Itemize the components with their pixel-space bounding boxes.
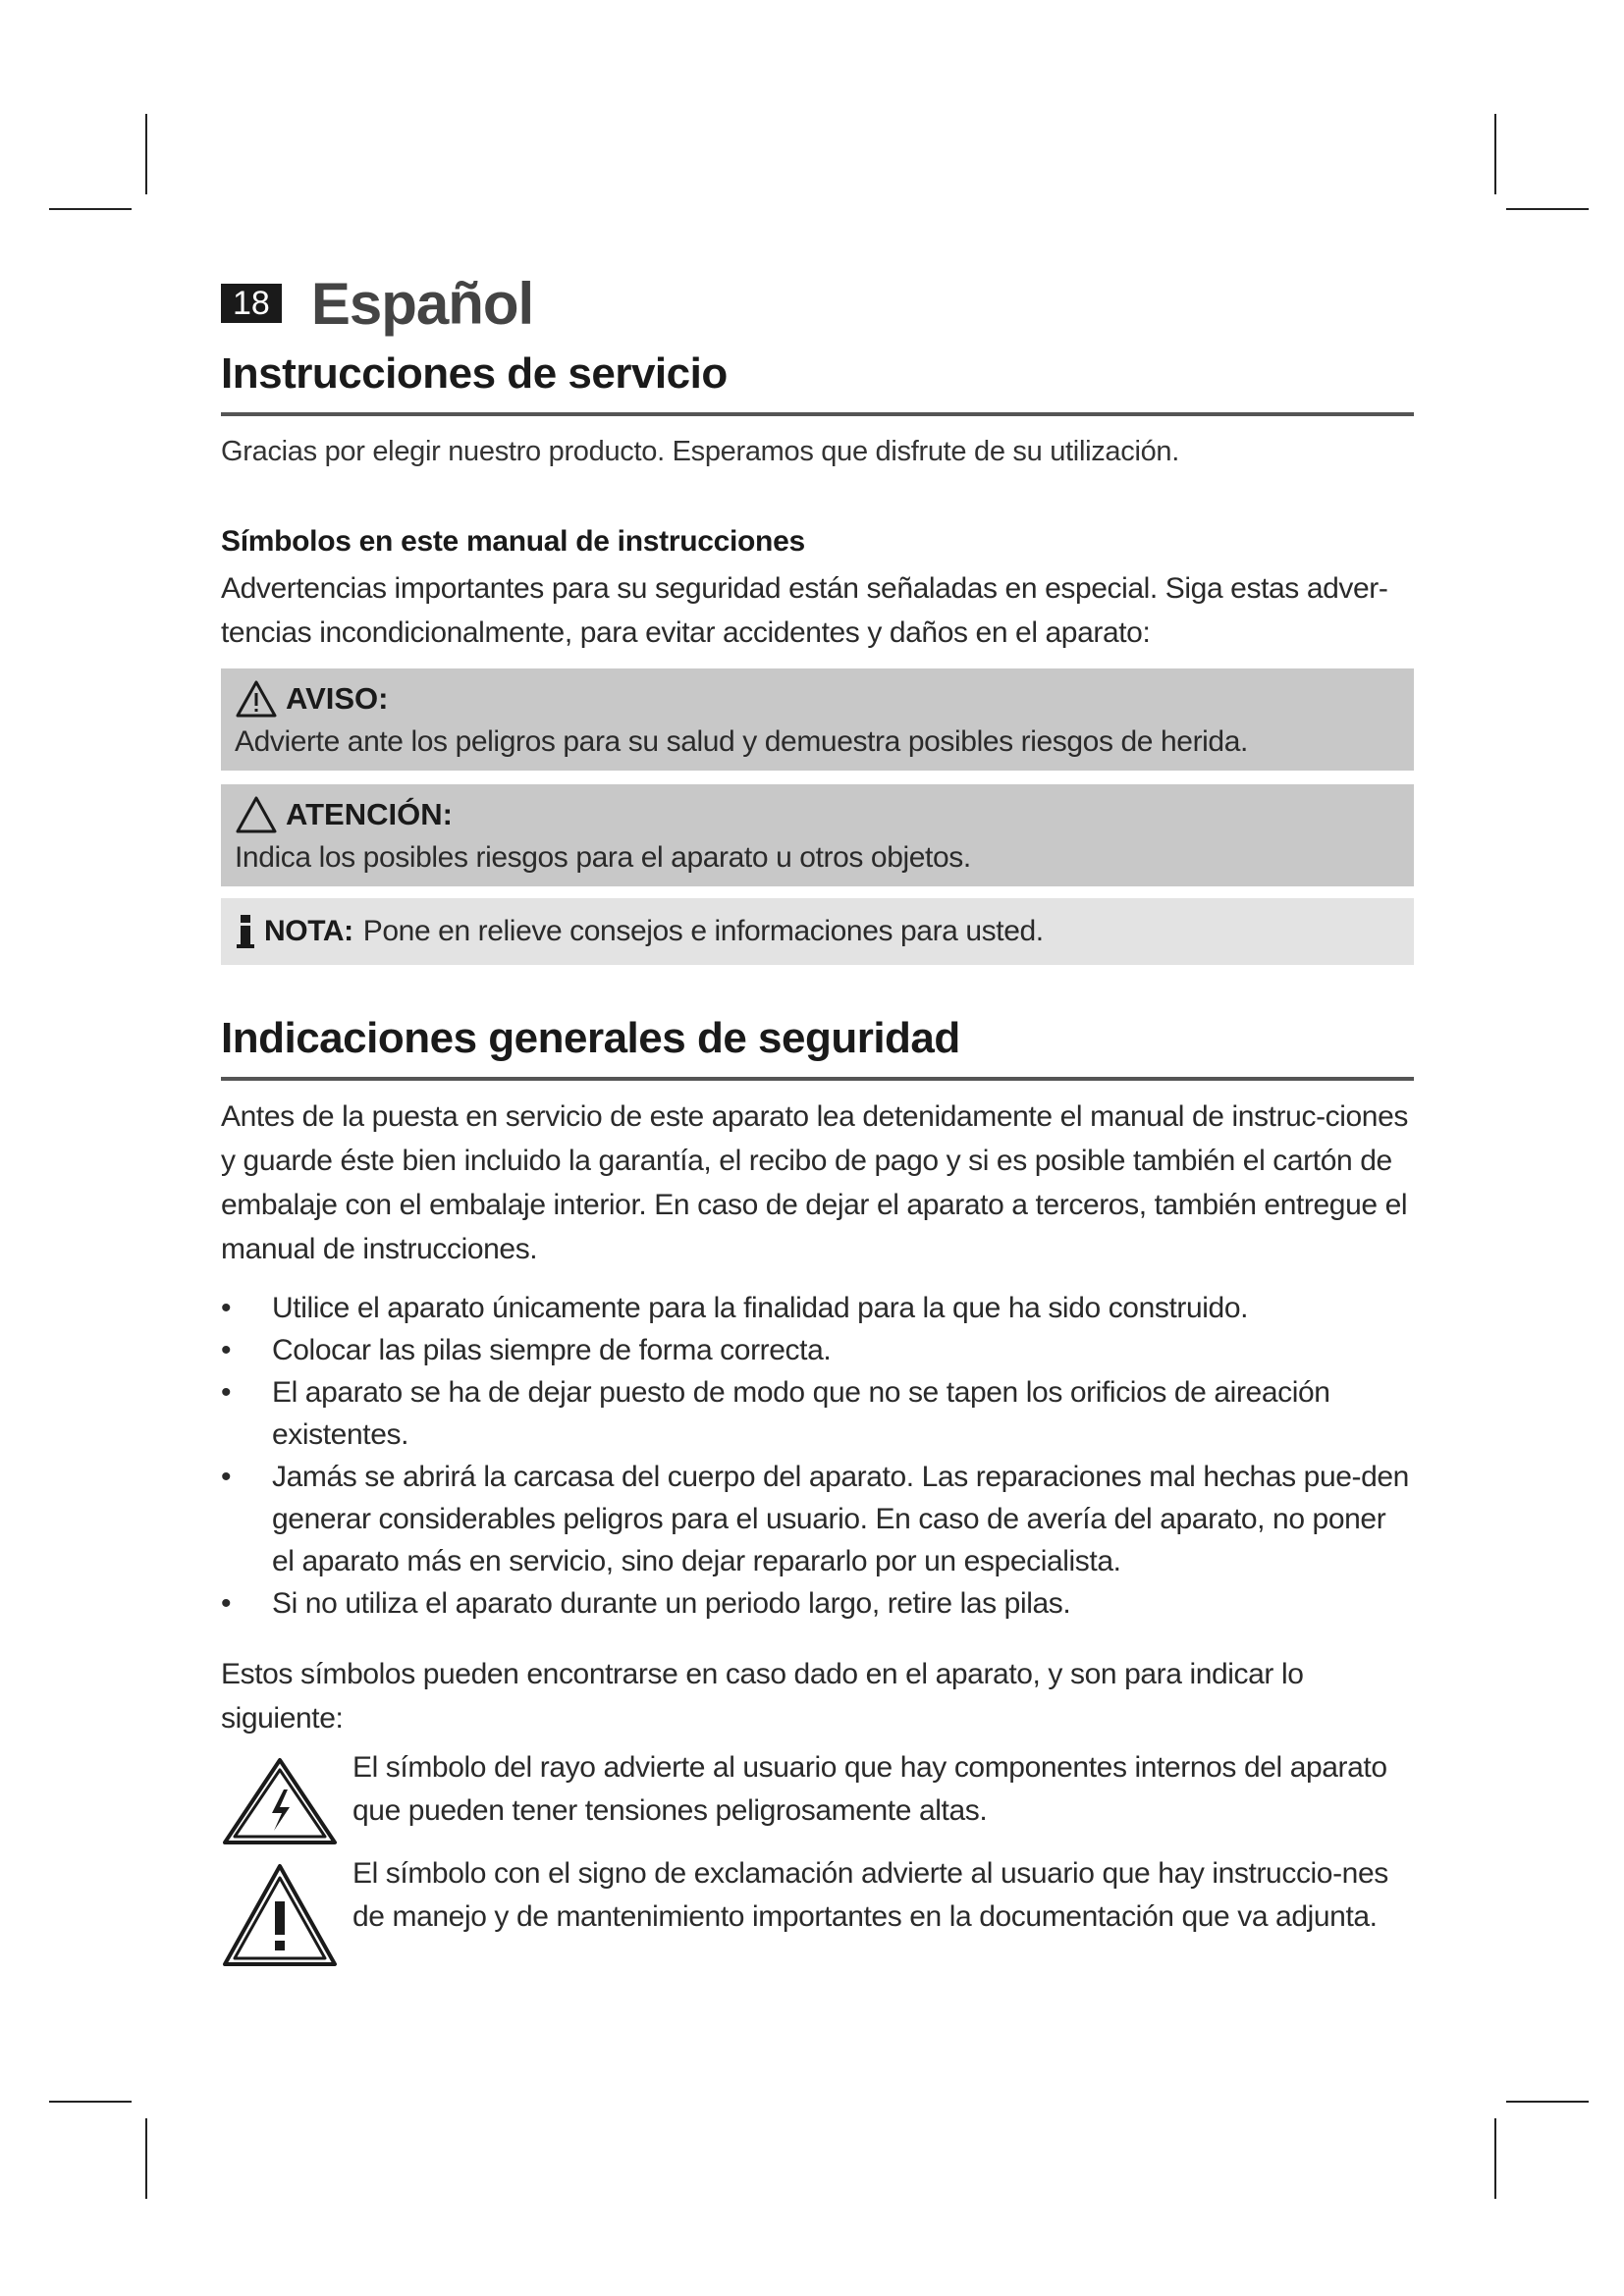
crop-mark [1506, 208, 1589, 210]
symbols-intro: Estos símbolos pueden encontrarse en caso dado en el aparato, y son para indicar lo siguiente: [221, 1658, 1304, 1735]
caution-triangle-icon [235, 795, 278, 834]
crop-mark [145, 2118, 147, 2199]
list-item: • El aparato se ha de dejar puesto de modo que no se tapen los orificios de aireación existentes. [221, 1376, 1330, 1451]
warning-triangle-icon [235, 679, 278, 719]
atencion-label: ATENCIÓN: [286, 797, 453, 831]
lightning-warning-icon [221, 1756, 339, 1846]
crop-mark [1494, 114, 1496, 194]
list-item: • Si no utiliza el aparato durante un periodo largo, retire las pilas. [221, 1587, 1071, 1620]
nota-text: Pone en relieve consejos e informaciones para usted. [362, 915, 1044, 947]
exclamation-symbol-text: El símbolo con el signo de exclamación advierte al usuario que hay instruccio-nes de manejo y de mantenimiento importantes en la documentación que va adjunta. [352, 1857, 1388, 1933]
page-number: 18 [221, 284, 282, 323]
atencion-box [221, 784, 1414, 886]
language-title: Español [310, 270, 534, 337]
crop-mark [49, 2101, 132, 2103]
exclamation-warning-icon [221, 1862, 339, 1970]
atencion-text: Indica los posibles riesgos para el aparato u otros objetos. [235, 841, 971, 874]
page-content [221, 265, 1414, 1970]
crop-mark [49, 208, 132, 210]
list-item: • Jamás se abrirá la carcasa del cuerpo del aparato. Las reparaciones mal hechas pue-den generar considerables peligros para el usuario. En caso de avería del aparato, no poner el aparato más en servicio, sino dejar repararlo por un especialista. [221, 1461, 1409, 1577]
crop-mark [1494, 2118, 1496, 2199]
list-item: • Utilice el aparato únicamente para la finalidad para la que ha sido construido. [221, 1292, 1249, 1324]
section-title-safety: Indicaciones generales de seguridad [221, 1014, 960, 1062]
list-item: • Colocar las pilas siempre de forma correcta. [221, 1334, 832, 1366]
crop-mark [145, 114, 147, 194]
aviso-label: AVISO: [286, 681, 389, 716]
info-icon [235, 914, 256, 949]
exclamation-symbol-row [221, 1852, 1414, 1970]
divider [221, 1077, 1414, 1081]
safety-paragraph: Antes de la puesta en servicio de este aparato lea detenidamente el manual de instruc-ciones y guarde éste bien incluido la garantía, el recibo de pago y si es posible también el cartón de embalaje con el embalaje interior. En caso de dejar el aparato a terceros, también entregue el manual de instrucciones. [221, 1100, 1408, 1265]
intro-text: Gracias por elegir nuestro producto. Esperamos que disfrute de su utilización. [221, 436, 1180, 467]
section-title-instructions: Instrucciones de servicio [221, 349, 728, 398]
crop-mark [1506, 2101, 1589, 2103]
divider [221, 412, 1414, 416]
nota-label: NOTA: [264, 915, 353, 947]
symbols-paragraph: Advertencias importantes para su seguridad están señaladas en especial. Siga estas adver-tencias incondicionalmente, para evitar accidentes y daños en el aparato: [221, 572, 1388, 649]
lightning-symbol-text: El símbolo del rayo advierte al usuario que hay componentes internos del aparato que pueden tener tensiones peligrosamente altas. [352, 1751, 1387, 1827]
aviso-text: Advierte ante los peligros para su salud y demuestra posibles riesgos de herida. [235, 725, 1248, 758]
nota-box [221, 898, 1414, 965]
symbols-heading: Símbolos en este manual de instrucciones [221, 525, 805, 558]
page-header [221, 265, 1414, 342]
aviso-box [221, 668, 1414, 771]
safety-list [221, 1287, 1414, 1625]
lightning-symbol-row [221, 1746, 1414, 1846]
